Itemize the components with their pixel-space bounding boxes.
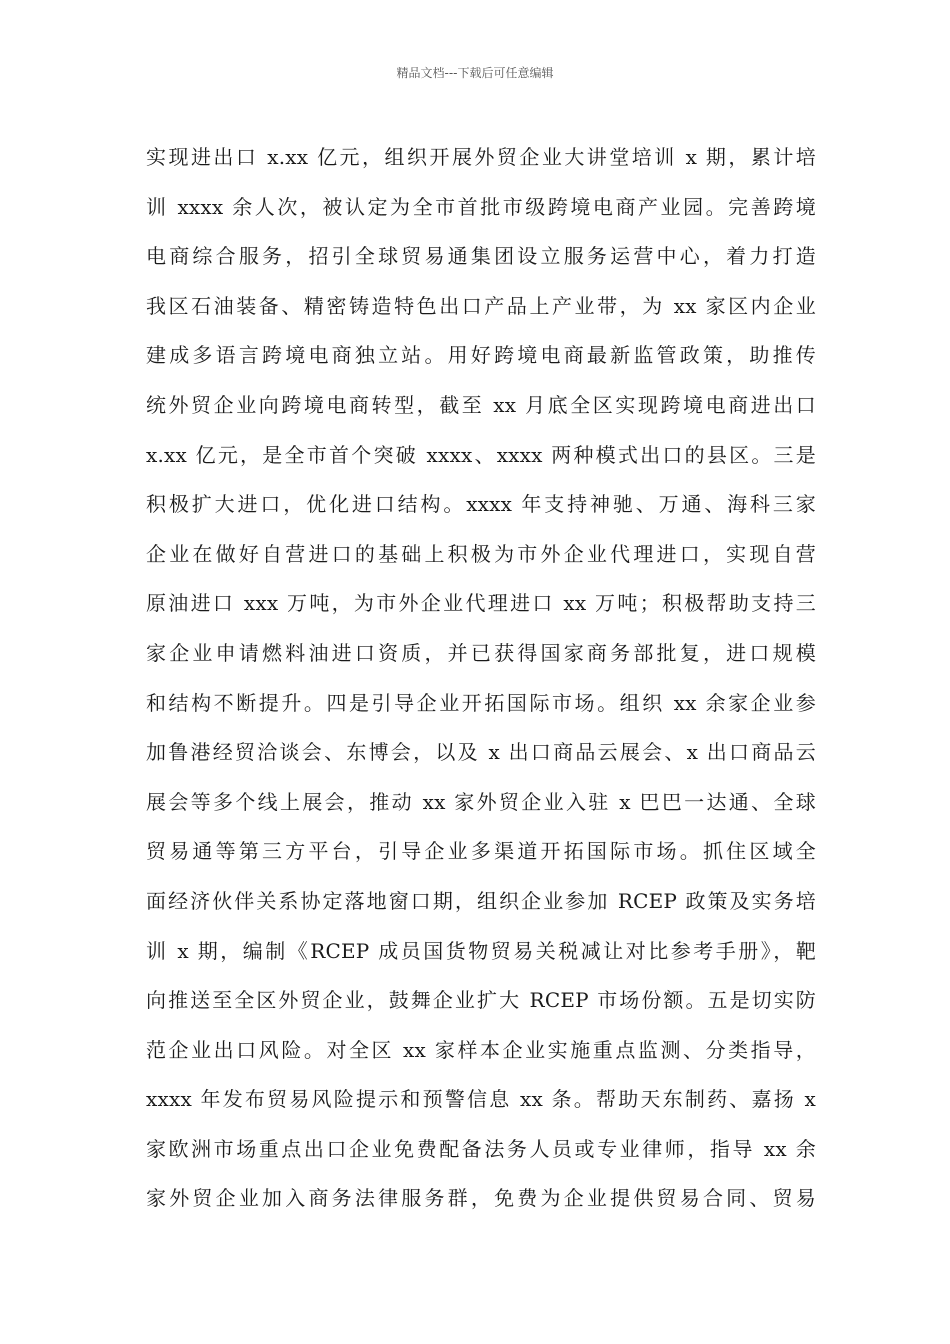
text-line: 家欧洲市场重点出口企业免费配备法务人员或专业律师，指导 xx 余 (146, 1136, 816, 1161)
text-line: 向推送至全区外贸企业，鼓舞企业扩大 RCEP 市场份额。五是切实防 (146, 988, 816, 1013)
text-line: 实现进出口 x.xx 亿元，组织开展外贸企业大讲堂培训 x 期，累计培 (146, 145, 816, 169)
text-line: 加鲁港经贸洽谈会、东博会，以及 x 出口商品云展会、x 出口商品云 (146, 740, 816, 765)
text-line: 统外贸企业向跨境电商转型，截至 xx 月底全区实现跨境电商进出口 (146, 392, 816, 417)
text-line: 建成多语言跨境电商独立站。用好跨境电商最新监管政策，助推传 (146, 343, 816, 368)
text-line: 训 xxxx 余人次，被认定为全市首批市级跨境电商产业园。完善跨境 (146, 194, 816, 219)
page-header: 精品文档---下载后可任意编辑 (396, 66, 554, 80)
text-line: xxxx 年发布贸易风险提示和预警信息 xx 条。帮助天东制药、嘉扬 x (146, 1087, 816, 1112)
text-line: 范企业出口风险。对全区 xx 家样本企业实施重点监测、分类指导， (146, 1037, 816, 1062)
text-line: 家企业申请燃料油进口资质，并已获得国家商务部批复，进口规模 (146, 640, 816, 665)
text-line: 电商综合服务，招引全球贸易通集团设立服务运营中心，着力打造 (146, 244, 816, 269)
text-line: 展会等多个线上展会，推动 xx 家外贸企业入驻 x 巴巴一达通、全球 (146, 789, 816, 814)
text-line: 积极扩大进口，优化进口结构。xxxx 年支持神驰、万通、海科三家 (146, 492, 816, 517)
text-line: 面经济伙伴关系协定落地窗口期，组织企业参加 RCEP 政策及实务培 (146, 888, 816, 913)
text-line: 和结构不断提升。四是引导企业开拓国际市场。组织 xx 余家企业参 (146, 690, 816, 715)
text-line: 家外贸企业加入商务法律服务群，免费为企业提供贸易合同、贸易 (146, 1186, 816, 1211)
text-line: 原油进口 xxx 万吨，为市外企业代理进口 xx 万吨；积极帮助支持三 (146, 591, 816, 616)
text-line: 企业在做好自营进口的基础上积极为市外企业代理进口，实现自营 (146, 541, 816, 566)
text-line: 贸易通等第三方平台，引导企业多渠道开拓国际市场。抓住区域全 (146, 839, 816, 864)
text-line: 我区石油装备、精密铸造特色出口产品上产业带，为 xx 家区内企业 (146, 293, 816, 318)
text-line: x.xx 亿元，是全市首个突破 xxxx、xxxx 两种模式出口的县区。三是 (146, 442, 816, 467)
body-paragraph (146, 133, 816, 1224)
text-line: 训 x 期，编制《RCEP 成员国货物贸易关税减让对比参考手册》，靶 (146, 938, 816, 963)
